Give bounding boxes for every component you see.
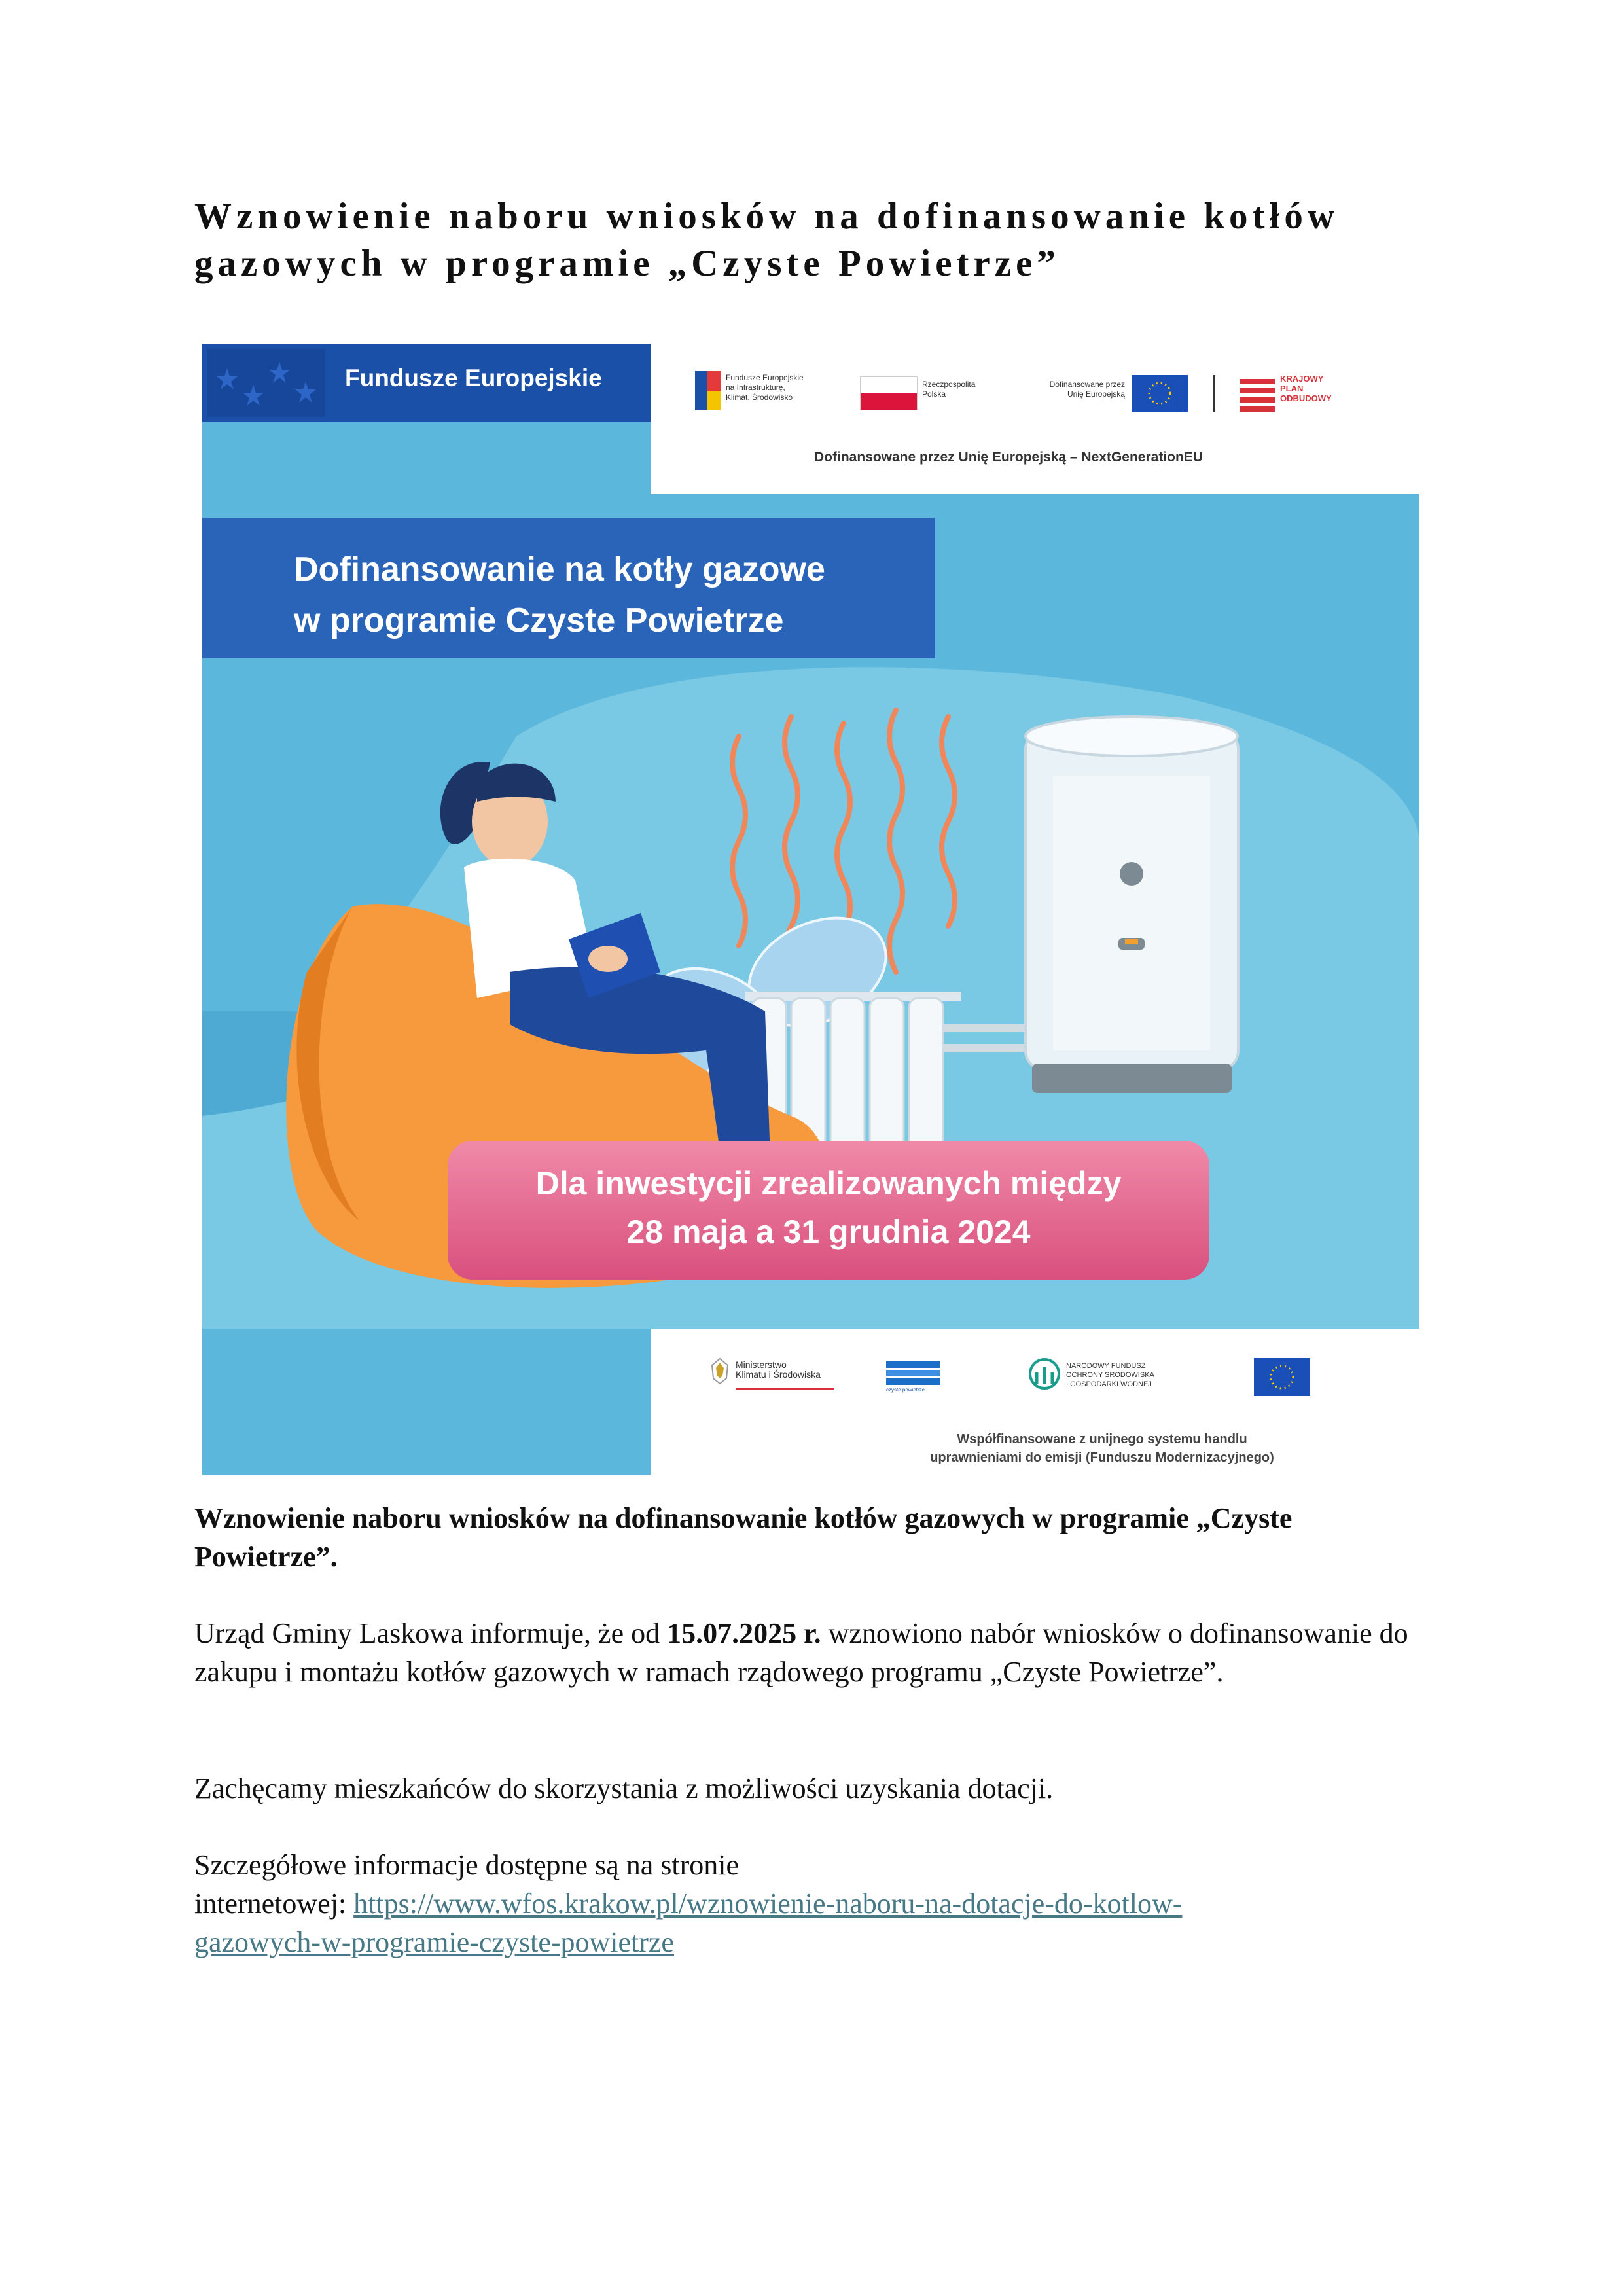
feis-logo-icon	[695, 371, 721, 410]
kpo-logo-text: KRAJOWY PLAN ODBUDOWY	[1280, 374, 1332, 403]
gas-boiler-icon	[1026, 717, 1238, 1093]
headline: Dofinansowanie na kotły gazowe w programie Czyste Powietrze	[294, 550, 825, 639]
eu-flag-icon	[1132, 375, 1188, 412]
start-date: 15.07.2025 r.	[667, 1617, 821, 1649]
kpo-logo-icon	[1240, 376, 1275, 412]
czyste-powietrze-logo: czyste powietrze	[886, 1361, 940, 1393]
bottom-logos-area	[651, 1329, 1419, 1475]
wfos-link[interactable]: https://www.wfos.krakow.pl/wznowienie-naboru-na-dotacje-do-kotlow- gazowych-w-programie-czyste-powietrze	[194, 1888, 1183, 1958]
cofinancing-text: Współfinansowane z unijnego systemu handlu uprawnieniami do emisji (Funduszu Modernizacyjnego)	[930, 1432, 1274, 1465]
mkis-underline	[736, 1388, 834, 1390]
feis-logo-text: Fundusze Europejskie na Infrastrukturę, Klimat, Środowisko	[726, 373, 804, 402]
logo-divider	[1213, 375, 1215, 412]
paragraph-more-info: Szczegółowe informacje dostępne są na stronie internetowej: https://www.wfos.krakow.pl/wznowienie-naboru-na-dotacje-do-kotlow- gazowych-w-programie-czyste-powietrze	[194, 1849, 1183, 1958]
nfosigw-logo-text: NARODOWY FUNDUSZ OCHRONY ŚRODOWISKA I GOSPODARKI WODNEJ	[1066, 1362, 1154, 1388]
pill-line-2: 28 maja a 31 grudnia 2024	[626, 1213, 1031, 1250]
eu-stars-icon	[207, 349, 325, 417]
subheading: Wznowienie naboru wniosków na dofinansowanie kotłów gazowych w programie „Czyste Powietrze”.	[194, 1502, 1293, 1573]
nfosigw-logo-icon	[1029, 1358, 1060, 1393]
eagle-emblem-icon	[708, 1356, 732, 1386]
pill-line-1: Dla inwestycji zrealizowanych między	[535, 1165, 1122, 1202]
fe-label: Fundusze Europejskie	[345, 365, 602, 391]
ue-logo-text: Dofinansowane przez Unię Europejską	[1049, 380, 1125, 399]
eu-flag-bottom-icon	[1254, 1358, 1310, 1396]
fundusze-europejskie-bar	[202, 344, 651, 422]
page-title: Wznowienie naboru wniosków na dofinansowanie kotłów gazowych w programie „Czyste Powietrze”	[194, 196, 1340, 284]
paragraph-announcement: Urząd Gminy Laskowa informuje, że od 15.07.2025 r. wznowiono nabór wniosków o dofinansowanie do zakupu i montażu kotłów gazowych w ramach rządowego programu „Czyste Powietrze”.	[194, 1617, 1408, 1688]
nextgeneration-eu-text: Dofinansowane przez Unię Europejską – NextGenerationEU	[814, 450, 1203, 465]
program-banner	[202, 344, 1419, 1475]
top-logos-area	[651, 344, 1419, 494]
date-range-pill	[448, 1141, 1209, 1280]
rp-logo-text: Rzeczpospolita Polska	[922, 380, 976, 399]
polish-flag-icon	[860, 376, 918, 410]
paragraph-encouragement: Zachęcamy mieszkańców do skorzystania z możliwości uzyskania dotacji.	[194, 1772, 1054, 1804]
mkis-logo-text: Ministerstwo Klimatu i Środowiska	[736, 1359, 821, 1380]
